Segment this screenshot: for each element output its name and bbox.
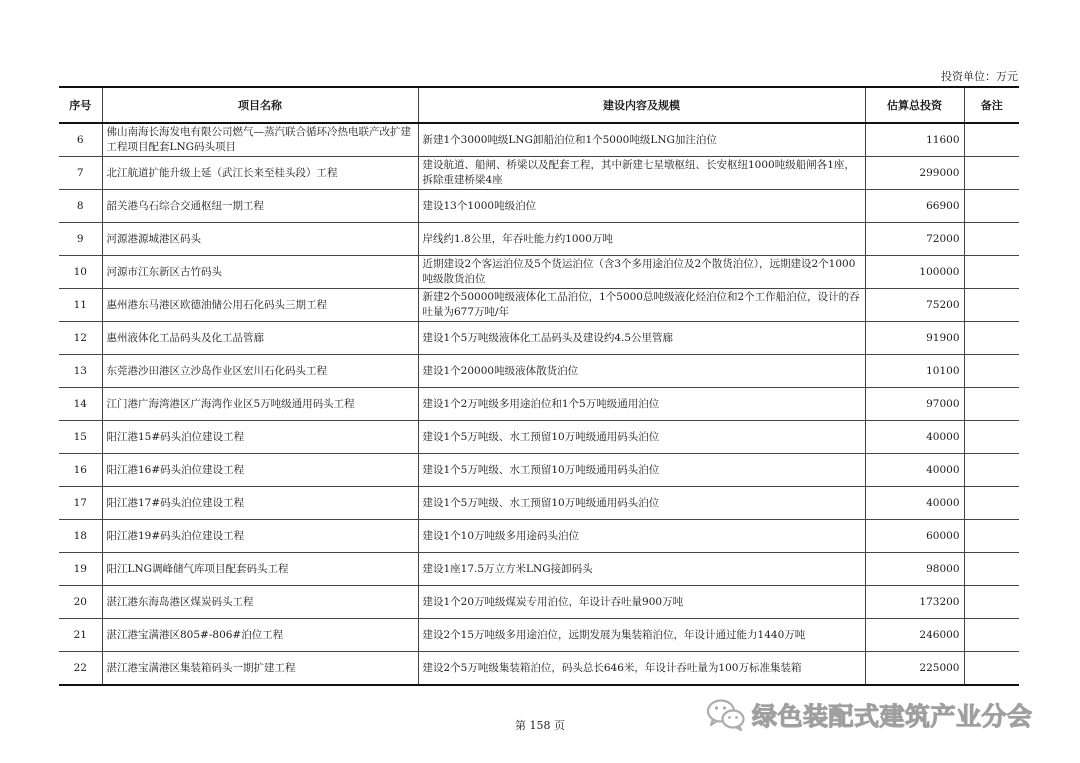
cell-project-name: 河源市江东新区古竹码头 bbox=[102, 256, 418, 289]
cell-project-name: 阳江港16#码头泊位建设工程 bbox=[102, 454, 418, 487]
cell-estimated-investment: 66900 bbox=[865, 190, 964, 223]
cell-construction-content: 建设1个20000吨级液体散货泊位 bbox=[418, 355, 865, 388]
table-row bbox=[59, 256, 1019, 289]
table-row bbox=[59, 388, 1019, 421]
table-row bbox=[59, 553, 1019, 586]
table-row bbox=[59, 190, 1019, 223]
cell-remarks bbox=[964, 586, 1019, 619]
cell-remarks bbox=[964, 157, 1019, 190]
cell-estimated-investment: 40000 bbox=[865, 487, 964, 520]
cell-remarks bbox=[964, 289, 1019, 322]
cell-remarks bbox=[964, 520, 1019, 553]
cell-remarks bbox=[964, 223, 1019, 256]
cell-estimated-investment: 246000 bbox=[865, 619, 964, 652]
cell-estimated-investment: 11600 bbox=[865, 123, 964, 157]
table-row bbox=[59, 289, 1019, 322]
cell-remarks bbox=[964, 322, 1019, 355]
header-project-name: 项目名称 bbox=[102, 87, 418, 123]
cell-construction-content: 新建1个3000吨级LNG卸船泊位和1个5000吨级LNG加注泊位 bbox=[418, 123, 865, 157]
cell-remarks bbox=[964, 553, 1019, 586]
cell-seq: 17 bbox=[59, 487, 102, 520]
table-row bbox=[59, 355, 1019, 388]
cell-project-name: 湛江港宝满港区805#-806#泊位工程 bbox=[102, 619, 418, 652]
cell-estimated-investment: 173200 bbox=[865, 586, 964, 619]
cell-construction-content: 建设1个5万吨级液体化工品码头及建设约4.5公里管廊 bbox=[418, 322, 865, 355]
cell-seq: 8 bbox=[59, 190, 102, 223]
table-header-row bbox=[59, 87, 1019, 123]
table-row bbox=[59, 123, 1019, 157]
investment-unit-note: 投资单位：万元 bbox=[941, 70, 1018, 83]
table-row bbox=[59, 586, 1019, 619]
cell-project-name: 阳江港17#码头泊位建设工程 bbox=[102, 487, 418, 520]
header-seq: 序号 bbox=[59, 87, 102, 123]
cell-estimated-investment: 100000 bbox=[865, 256, 964, 289]
cell-estimated-investment: 72000 bbox=[865, 223, 964, 256]
table-row bbox=[59, 652, 1019, 686]
cell-remarks bbox=[964, 652, 1019, 686]
cell-seq: 11 bbox=[59, 289, 102, 322]
cell-remarks bbox=[964, 388, 1019, 421]
cell-project-name: 韶关港乌石综合交通枢纽一期工程 bbox=[102, 190, 418, 223]
cell-remarks bbox=[964, 123, 1019, 157]
cell-project-name: 湛江港东海岛港区煤炭码头工程 bbox=[102, 586, 418, 619]
header-remarks: 备注 bbox=[964, 87, 1019, 123]
cell-project-name: 惠州液体化工品码头及化工品管廊 bbox=[102, 322, 418, 355]
page-number: 第 158 页 bbox=[515, 719, 565, 732]
cell-seq: 15 bbox=[59, 421, 102, 454]
header-estimated-investment: 估算总投资 bbox=[865, 87, 964, 123]
cell-project-name: 佛山南海长海发电有限公司燃气—蒸汽联合循环冷热电联产改扩建工程项目配套LNG码头项目 bbox=[102, 123, 418, 157]
header-construction-content: 建设内容及规模 bbox=[418, 87, 865, 123]
cell-construction-content: 建设1个10万吨级多用途码头泊位 bbox=[418, 520, 865, 553]
project-table bbox=[59, 86, 1019, 686]
table-row bbox=[59, 421, 1019, 454]
table-row bbox=[59, 157, 1019, 190]
table-row bbox=[59, 619, 1019, 652]
table-body bbox=[59, 123, 1019, 685]
cell-estimated-investment: 40000 bbox=[865, 454, 964, 487]
cell-project-name: 阳江LNG调峰储气库项目配套码头工程 bbox=[102, 553, 418, 586]
cell-estimated-investment: 40000 bbox=[865, 421, 964, 454]
cell-project-name: 阳江港15#码头泊位建设工程 bbox=[102, 421, 418, 454]
cell-construction-content: 建设2个5万吨级集装箱泊位，码头总长646米，年设计吞吐量为100万标准集装箱 bbox=[418, 652, 865, 686]
cell-seq: 13 bbox=[59, 355, 102, 388]
cell-seq: 16 bbox=[59, 454, 102, 487]
cell-estimated-investment: 225000 bbox=[865, 652, 964, 686]
cell-seq: 20 bbox=[59, 586, 102, 619]
table-row bbox=[59, 487, 1019, 520]
cell-estimated-investment: 91900 bbox=[865, 322, 964, 355]
cell-remarks bbox=[964, 487, 1019, 520]
cell-estimated-investment: 60000 bbox=[865, 520, 964, 553]
cell-construction-content: 建设13个1000吨级泊位 bbox=[418, 190, 865, 223]
cell-construction-content: 建设1个5万吨级、水工预留10万吨级通用码头泊位 bbox=[418, 487, 865, 520]
cell-construction-content: 建设1个2万吨级多用途泊位和1个5万吨级通用泊位 bbox=[418, 388, 865, 421]
cell-estimated-investment: 98000 bbox=[865, 553, 964, 586]
cell-seq: 14 bbox=[59, 388, 102, 421]
cell-remarks bbox=[964, 454, 1019, 487]
cell-project-name: 河源港源城港区码头 bbox=[102, 223, 418, 256]
cell-project-name: 阳江港19#码头泊位建设工程 bbox=[102, 520, 418, 553]
cell-remarks bbox=[964, 190, 1019, 223]
table-row bbox=[59, 223, 1019, 256]
table-row bbox=[59, 454, 1019, 487]
cell-estimated-investment: 10100 bbox=[865, 355, 964, 388]
cell-remarks bbox=[964, 619, 1019, 652]
cell-remarks bbox=[964, 355, 1019, 388]
cell-remarks bbox=[964, 256, 1019, 289]
cell-construction-content: 近期建设2个客运泊位及5个货运泊位（含3个多用途泊位及2个散货泊位），远期建设2个1000吨级散货泊位 bbox=[418, 256, 865, 289]
watermark-text: 绿色装配式建筑产业分会 bbox=[752, 702, 1033, 731]
cell-remarks bbox=[964, 421, 1019, 454]
watermark bbox=[706, 697, 1033, 733]
table-row bbox=[59, 322, 1019, 355]
cell-seq: 12 bbox=[59, 322, 102, 355]
table-row bbox=[59, 520, 1019, 553]
cell-construction-content: 新建2个50000吨级液体化工品泊位，1个5000总吨级液化烃泊位和2个工作船泊位，设计的吞吐量为677万吨/年 bbox=[418, 289, 865, 322]
cell-estimated-investment: 97000 bbox=[865, 388, 964, 421]
cell-construction-content: 建设1个5万吨级、水工预留10万吨级通用码头泊位 bbox=[418, 421, 865, 454]
cell-construction-content: 建设1个20万吨级煤炭专用泊位，年设计吞吐量900万吨 bbox=[418, 586, 865, 619]
cell-project-name: 湛江港宝满港区集装箱码头一期扩建工程 bbox=[102, 652, 418, 686]
cell-project-name: 惠州港东马港区欧德油储公用石化码头三期工程 bbox=[102, 289, 418, 322]
cell-project-name: 北江航道扩能升级上延（武江长来至桂头段）工程 bbox=[102, 157, 418, 190]
cell-project-name: 东莞港沙田港区立沙岛作业区宏川石化码头工程 bbox=[102, 355, 418, 388]
cell-seq: 6 bbox=[59, 123, 102, 157]
cell-construction-content: 建设1个5万吨级、水工预留10万吨级通用码头泊位 bbox=[418, 454, 865, 487]
cell-construction-content: 建设2个15万吨级多用途泊位，远期发展为集装箱泊位，年设计通过能力1440万吨 bbox=[418, 619, 865, 652]
cell-seq: 7 bbox=[59, 157, 102, 190]
cell-construction-content: 建设航道、船闸、桥梁以及配套工程，其中新建七星墩枢纽、长安枢纽1000吨级船闸各1座，拆除重建桥梁4座 bbox=[418, 157, 865, 190]
cell-estimated-investment: 75200 bbox=[865, 289, 964, 322]
cell-estimated-investment: 299000 bbox=[865, 157, 964, 190]
cell-seq: 21 bbox=[59, 619, 102, 652]
wechat-icon bbox=[706, 698, 746, 732]
cell-seq: 22 bbox=[59, 652, 102, 686]
cell-project-name: 江门港广海湾港区广海湾作业区5万吨级通用码头工程 bbox=[102, 388, 418, 421]
cell-seq: 9 bbox=[59, 223, 102, 256]
cell-seq: 18 bbox=[59, 520, 102, 553]
cell-seq: 10 bbox=[59, 256, 102, 289]
cell-construction-content: 岸线约1.8公里，年吞吐能力约1000万吨 bbox=[418, 223, 865, 256]
cell-seq: 19 bbox=[59, 553, 102, 586]
cell-construction-content: 建设1座17.5万立方米LNG接卸码头 bbox=[418, 553, 865, 586]
